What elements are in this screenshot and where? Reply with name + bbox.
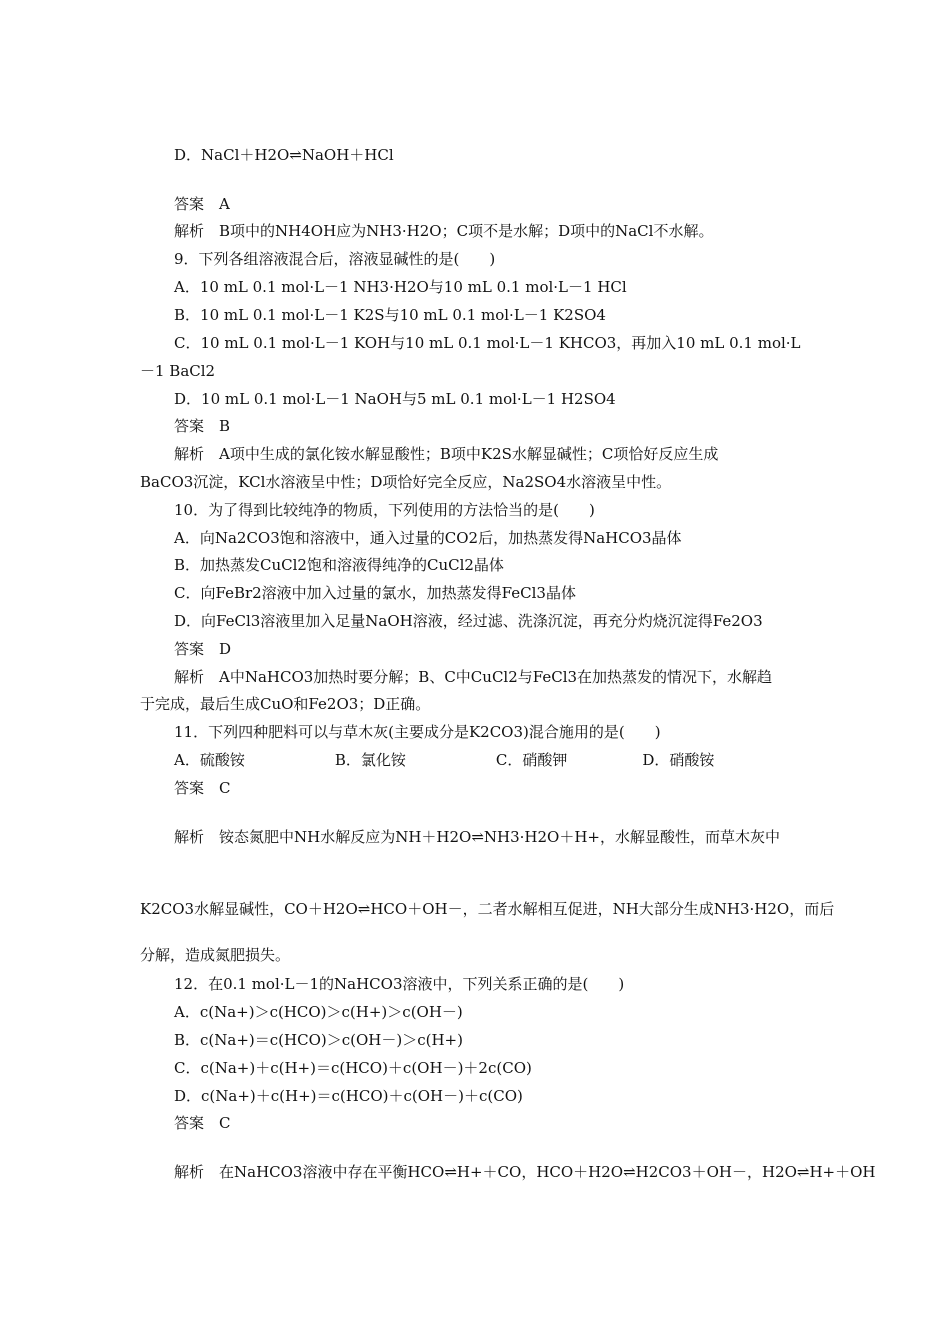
option-c-line: C．10 mL 0.1 mol·L－1 KOH与10 mL 0.1 mol·L－1 KHCO3，再加入10 mL 0.1 mol·L xyxy=(174,334,801,352)
question-9: 9．下列各组溶液混合后，溶液显碱性的是( ) xyxy=(174,250,496,268)
answer-line: 答案 A xyxy=(174,195,230,213)
option-a-line: A．10 mL 0.1 mol·L－1 NH3·H2O与10 mL 0.1 mol·L－1 HCl xyxy=(174,278,627,296)
option-c-line: C．c(Na+)＋c(H+)＝c(HCO)＋c(OH－)＋2c(CO) xyxy=(174,1059,532,1077)
analysis-line: 解析 B项中的NH4OH应为NH3·H2O；C项不是水解；D项中的NaCl不水解。 xyxy=(174,222,714,240)
question-10: 10．为了得到比较纯净的物质，下列使用的方法恰当的是( ) xyxy=(174,501,595,519)
option-a-line: A．c(Na+)＞c(HCO)＞c(H+)＞c(OH－) xyxy=(174,1003,463,1021)
analysis-line: 解析 在NaHCO3溶液中存在平衡HCO⇌H+＋CO，HCO＋H2O⇌H2CO3＋OH－，H2O⇌H+＋OH xyxy=(174,1163,876,1181)
option-c-line: C．向FeBr2溶液中加入过量的氯水，加热蒸发得FeCl3晶体 xyxy=(174,584,576,602)
analysis-continuation: 分解，造成氮肥损失。 xyxy=(140,946,291,964)
option-d-line: D．c(Na+)＋c(H+)＝c(HCO)＋c(OH－)＋c(CO) xyxy=(174,1087,523,1105)
option-c-continuation: －1 BaCl2 xyxy=(140,362,216,380)
option-b-line: B．10 mL 0.1 mol·L－1 K2S与10 mL 0.1 mol·L－1 K2SO4 xyxy=(174,306,606,324)
option-b-line: B．c(Na+)＝c(HCO)＞c(OH－)＞c(H+) xyxy=(174,1031,463,1049)
answer-line: 答案 B xyxy=(174,417,231,435)
answer-line: 答案 C xyxy=(174,779,231,797)
analysis-continuation: BaCO3沉淀，KCl水溶液呈中性；D项恰好完全反应，Na2SO4水溶液呈中性。 xyxy=(140,473,672,491)
analysis-continuation: 于完成，最后生成CuO和Fe2O3；D正确。 xyxy=(140,695,431,713)
analysis-line: 解析 铵态氮肥中NH水解反应为NH＋H2O⇌NH3·H2O＋H+，水解显酸性，而草木灰中 xyxy=(174,828,780,846)
analysis-line: 解析 A中NaHCO3加热时要分解；B、C中CuCl2与FeCl3在加热蒸发的情况下，水解趋 xyxy=(174,668,773,686)
answer-line: 答案 D xyxy=(174,640,232,658)
option-a-line: A．向Na2CO3饱和溶液中，通入过量的CO2后，加热蒸发得NaHCO3晶体 xyxy=(174,529,682,547)
option-b-line: B．加热蒸发CuCl2饱和溶液得纯净的CuCl2晶体 xyxy=(174,556,504,574)
question-12: 12．在0.1 mol·L－1的NaHCO3溶液中，下列关系正确的是( ) xyxy=(174,975,625,993)
question-11: 11．下列四种肥料可以与草木灰(主要成分是K2CO3)混合施用的是( ) xyxy=(174,723,661,741)
analysis-continuation: K2CO3水解显碱性，CO＋H2O⇌HCO＋OH－，二者水解相互促进，NH大部分生成NH3·H2O，而后 xyxy=(140,900,835,918)
analysis-line: 解析 A项中生成的氯化铵水解显酸性；B项中K2S水解显碱性；C项恰好反应生成 xyxy=(174,445,719,463)
option-d-line: D．向FeCl3溶液里加入足量NaOH溶液，经过滤、洗涤沉淀，再充分灼烧沉淀得Fe2O3 xyxy=(174,612,763,630)
answer-line: 答案 C xyxy=(174,1114,231,1132)
option-d-line: D．NaCl＋H2O⇌NaOH＋HCl xyxy=(174,146,394,164)
option-d-line: D．10 mL 0.1 mol·L－1 NaOH与5 mL 0.1 mol·L－1 H2SO4 xyxy=(174,390,616,408)
options-line: A．硫酸铵 B．氯化铵 C．硝酸钾 D．硝酸铵 xyxy=(174,751,715,769)
